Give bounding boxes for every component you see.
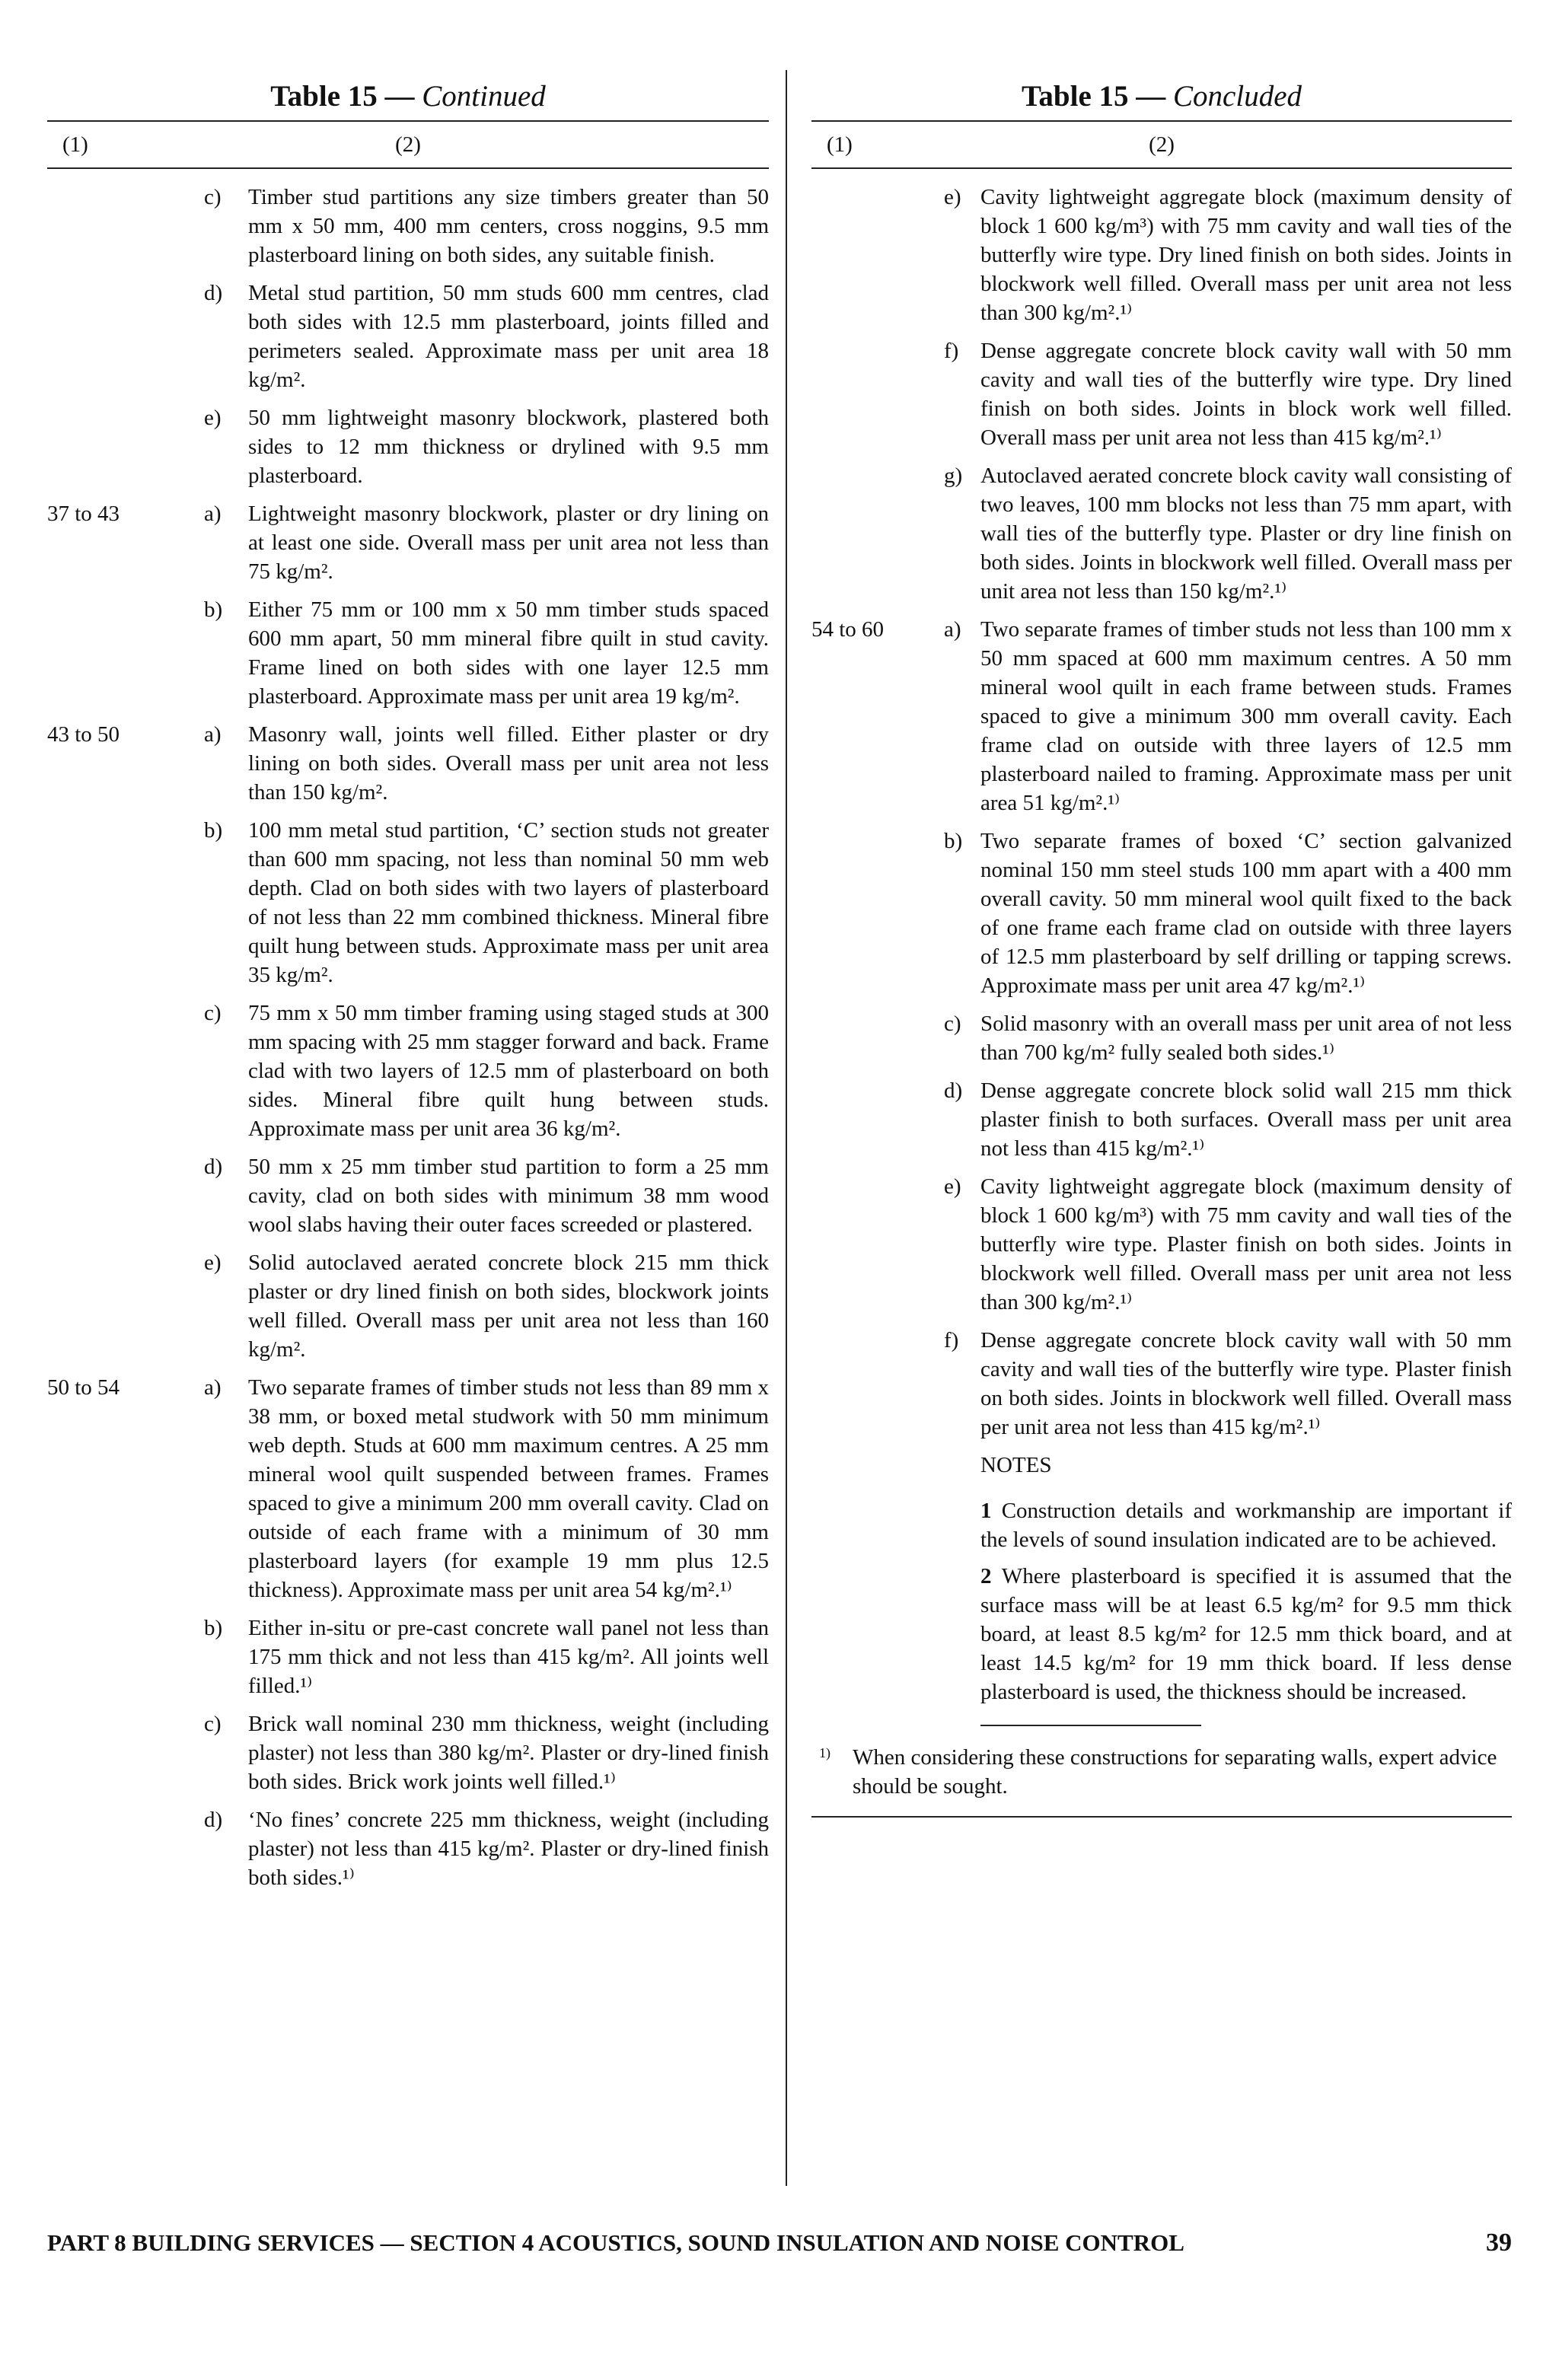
right-column — [811, 73, 1512, 1818]
entry-text: Dense aggregate concrete block cavity wall with 50 mm cavity and wall ties of the butterfly wire type. Plaster finish on both sides. Joints in blockwork well filled. Overall mass per unit area not less than 415 kg/m².¹⁾ — [980, 1328, 1512, 1439]
entry-letter: f) — [944, 339, 959, 363]
entry-letter: a) — [204, 1375, 222, 1400]
table-entry — [811, 1172, 1512, 1317]
entry-text: ‘No fines’ concrete 225 mm thickness, weight (including plaster) not less than 415 kg/m². Plaster or dry-lined finish both sides.¹⁾ — [248, 1808, 769, 1890]
table-entry — [811, 827, 1512, 1000]
table-entry — [47, 183, 769, 269]
table-entry — [811, 183, 1512, 327]
table-entry — [47, 1373, 769, 1604]
note-text: Where plasterboard is specified it is assumed that the surface mass will be at least 6.5 kg/m² for 9.5 mm thick board, at least 8.5 kg/m² for 12.5 mm thick board, and at least 14.5 kg/m² for 19 mm thick board. If less dense plasterboard is used, the thickness should be increased. — [980, 1564, 1512, 1704]
right-col1-header: (1) — [827, 132, 853, 157]
entry-letter: e) — [204, 406, 222, 430]
entry-text: Solid autoclaved aerated concrete block 215 mm thick plaster or dry lined finish on both sides, blockwork joints well filled. Overall mass per unit area not less than 160 kg/m². — [248, 1251, 769, 1362]
table-entry — [47, 1709, 769, 1796]
entry-letter: d) — [944, 1078, 963, 1103]
entry-text: Either in-situ or pre-cast concrete wall panel not less than 175 mm thick and not less than 415 kg/m². All joints well filled.¹⁾ — [248, 1616, 769, 1698]
left-group — [47, 499, 769, 711]
table-entry — [811, 336, 1512, 452]
entry-text: Two separate frames of timber studs not less than 89 mm x 38 mm, or boxed metal studwork with 50 mm minimum web depth. Studs at 600 mm maximum centres. A 25 mm mineral wool quilt suspended between frames. Frames spaced to give a minimum 200 mm overall cavity. Clad on outside of each frame with a minimum of 30 mm plasterboard layers (for example 19 mm plus 12.5 thickness). Approximate mass per unit area 54 kg/m².¹⁾ — [248, 1375, 769, 1602]
entry-text: Dense aggregate concrete block cavity wall with 50 mm cavity and wall ties of the butterfly wire type. Dry lined finish on both sides. Joints in block work well filled. Overall mass per unit area not less than 415 kg/m².¹⁾ — [980, 339, 1512, 450]
entry-text: 100 mm metal stud partition, ‘C’ section studs not greater than 600 mm spacing, not less than nominal 50 mm web depth. Clad on both sides with two layers of plasterboard of not less than 22 mm combined thickness. Mineral fibre quilt hung between studs. Approximate mass per unit area 35 kg/m². — [248, 818, 769, 987]
entry-letter: d) — [204, 281, 223, 305]
table-entry — [811, 615, 1512, 817]
note-text: Construction details and workmanship are important if the levels of sound insulation indicated are to be achieved. — [980, 1499, 1512, 1552]
table-entry — [811, 1009, 1512, 1067]
left-col2-header: (2) — [395, 132, 421, 157]
entry-text: 50 mm lightweight masonry blockwork, plastered both sides to 12 mm thickness or drylined with 9.5 mm plasterboard. — [248, 406, 769, 488]
table-entry — [811, 1076, 1512, 1163]
note-number: 1 — [980, 1499, 992, 1523]
entry-text: Autoclaved aerated concrete block cavity wall consisting of two leaves, 100 mm blocks not less than 75 mm apart, with wall ties of the butterfly type. Plaster or dry line finish on both sides. Joints in blockwork well filled. Overall mass per unit area not less than 150 kg/m².¹⁾ — [980, 464, 1512, 604]
footnote-bottom-rule — [811, 1816, 1512, 1818]
left-group — [47, 1373, 769, 1892]
right-col2-header: (2) — [1149, 132, 1175, 157]
footnote-rule — [980, 1725, 1201, 1726]
entry-letter: b) — [204, 597, 223, 622]
table-entry — [47, 1152, 769, 1239]
entry-letter: g) — [944, 464, 963, 488]
entry-text: Cavity lightweight aggregate block (maximum density of block 1 600 kg/m³) with 75 mm cavity and wall ties of the butterfly wire type. Dry lined finish on both sides. Joints in blockwork well filled. Overall mass per unit area not less than 300 kg/m².¹⁾ — [980, 185, 1512, 325]
right-column-headers — [811, 122, 1512, 167]
entry-letter: b) — [204, 1616, 223, 1640]
footer-text: PART 8 BUILDING SERVICES — SECTION 4 ACOUSTICS, SOUND INSULATION AND NOISE CONTROL — [47, 2229, 1184, 2256]
range-label: 43 to 50 — [47, 722, 120, 747]
left-col1-header: (1) — [62, 132, 88, 157]
entry-text: Two separate frames of timber studs not less than 100 mm x 50 mm spaced at 600 mm maximum centres. A 50 mm mineral wool quilt in each frame between studs. Frames spaced to give a minimum 300 mm overall cavity. Each frame clad on outside with three layers of 12.5 mm plasterboard nailed to framing. Approximate mass per unit area 51 kg/m².¹⁾ — [980, 617, 1512, 815]
entry-text: Lightweight masonry blockwork, plaster or dry lining on at least one side. Overall mass per unit area not less than 75 kg/m². — [248, 502, 769, 584]
right-title-suffix: Concluded — [1173, 80, 1302, 113]
note-item — [980, 1496, 1512, 1554]
entry-letter: e) — [204, 1251, 222, 1275]
footnote-marker: 1) — [819, 1745, 831, 1760]
range-label: 50 to 54 — [47, 1375, 120, 1400]
left-title-text: Table 15 — [270, 80, 378, 113]
entry-letter: c) — [204, 1712, 222, 1736]
right-group — [811, 183, 1512, 606]
entry-text: Timber stud partitions any size timbers greater than 50 mm x 50 mm, 400 mm centers, cross noggins, 9.5 mm plasterboard lining on both sides, any suitable finish. — [248, 185, 769, 267]
entry-letter: a) — [204, 722, 222, 747]
right-table-title: Table 15 — Concluded — [1022, 80, 1302, 113]
notes-list — [980, 1496, 1512, 1706]
entry-letter: d) — [204, 1808, 223, 1832]
note-number: 2 — [980, 1564, 992, 1588]
range-label: 37 to 43 — [47, 502, 120, 526]
table-entry — [47, 499, 769, 586]
page-footer — [47, 2224, 1512, 2262]
right-table-body — [811, 169, 1512, 1442]
notes-section — [811, 1451, 1512, 1726]
entry-letter: b) — [204, 818, 223, 843]
table-entry — [47, 403, 769, 490]
entry-letter: c) — [944, 1012, 961, 1036]
entry-letter: c) — [204, 185, 222, 209]
entry-letter: a) — [204, 502, 222, 526]
entry-text: Dense aggregate concrete block solid wall 215 mm thick plaster finish to both surfaces. Overall mass per unit area not less than 415 kg/m².¹⁾ — [980, 1078, 1512, 1161]
footnote — [811, 1743, 1512, 1801]
entry-letter: d) — [204, 1155, 223, 1179]
right-group — [811, 615, 1512, 1442]
table-entry — [47, 999, 769, 1143]
range-label: 54 to 60 — [811, 617, 885, 642]
left-group — [47, 720, 769, 1364]
entry-text: 50 mm x 25 mm timber stud partition to form a 25 mm cavity, clad on both sides with minimum 38 mm wood wool slabs having their outer faces screeded or plastered. — [248, 1155, 769, 1237]
left-group — [47, 183, 769, 490]
entry-letter: a) — [944, 617, 961, 642]
left-column-headers — [47, 122, 769, 167]
table-entry — [811, 1326, 1512, 1442]
table-entry — [47, 720, 769, 807]
notes-title: NOTES — [980, 1453, 1052, 1477]
table-entry — [47, 1805, 769, 1892]
entry-letter: e) — [944, 1174, 961, 1199]
footnote-text: When considering these constructions for separating walls, expert advice should be sought. — [853, 1745, 1497, 1799]
entry-letter: b) — [944, 829, 963, 853]
table-entry — [47, 595, 769, 711]
left-table-body — [47, 169, 769, 1892]
left-table-title: Table 15 — Continued — [270, 80, 546, 113]
entry-letter: e) — [944, 185, 961, 209]
page-number: 39 — [1486, 2229, 1512, 2257]
table-entry — [47, 1248, 769, 1364]
entry-text: Cavity lightweight aggregate block (maximum density of block 1 600 kg/m³) with 75 mm cavity and wall ties of the butterfly wire type. Plaster finish on both sides. Joints in blockwork well filled. Overall mass per unit area not less than 300 kg/m².¹⁾ — [980, 1174, 1512, 1314]
table-entry — [47, 279, 769, 394]
table-entry — [811, 461, 1512, 606]
table-entry — [47, 1614, 769, 1700]
entry-text: Solid masonry with an overall mass per unit area of not less than 700 kg/m² fully sealed both sides.¹⁾ — [980, 1012, 1512, 1065]
left-column — [47, 73, 769, 1901]
entry-text: Either 75 mm or 100 mm x 50 mm timber studs spaced 600 mm apart, 50 mm mineral fibre quilt in stud cavity. Frame lined on both sides with one layer 12.5 mm plasterboard. Approximate mass per unit area 19 kg/m². — [248, 597, 769, 709]
right-title-text: Table 15 — [1022, 80, 1129, 113]
left-title-suffix: Continued — [422, 80, 546, 113]
entry-letter: c) — [204, 1001, 222, 1025]
entry-text: 75 mm x 50 mm timber framing using staged studs at 300 mm spacing with 25 mm stagger forward and back. Frame clad with two layers of 12.5 mm of plasterboard on both sides. Mineral fibre quilt hung between studs. Approximate mass per unit area 36 kg/m². — [248, 1001, 769, 1141]
entry-text: Brick wall nominal 230 mm thickness, weight (including plaster) not less than 380 kg/m². Plaster or dry-lined finish both sides. Brick work joints well filled.¹⁾ — [248, 1712, 769, 1794]
column-divider — [786, 70, 787, 2186]
table-entry — [47, 816, 769, 989]
entry-letter: f) — [944, 1328, 959, 1352]
entry-text: Metal stud partition, 50 mm studs 600 mm centres, clad both sides with 12.5 mm plasterboard, joints filled and perimeters sealed. Approximate mass per unit area 18 kg/m². — [248, 281, 769, 392]
entry-text: Masonry wall, joints well filled. Either plaster or dry lining on both sides. Overall mass per unit area not less than 150 kg/m². — [248, 722, 769, 804]
note-item — [980, 1562, 1512, 1706]
entry-text: Two separate frames of boxed ‘C’ section galvanized nominal 150 mm steel studs 100 mm apart with a 400 mm overall cavity. 50 mm mineral wool quilt fixed to the back of one frame each frame clad on outside with three layers of 12.5 mm plasterboard by self drilling or tapping screws. Approximate mass per unit area 47 kg/m².¹⁾ — [980, 829, 1512, 998]
